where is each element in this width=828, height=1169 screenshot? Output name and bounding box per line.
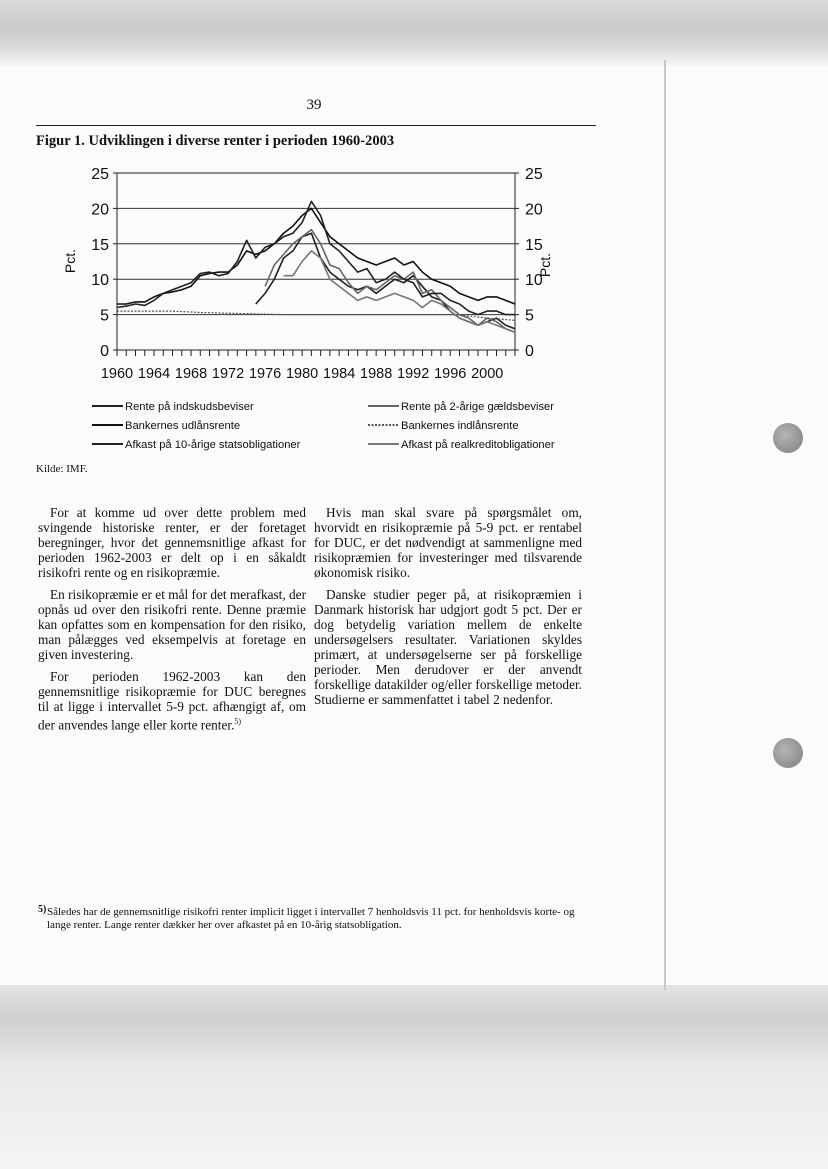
page-number: 39	[306, 97, 322, 113]
y-tick-label-left: 0	[100, 343, 109, 360]
paragraph-text: For perioden 1962-2003 kan den gennemsnitlige risikopræmie for DUC beregnes til at ligge i intervallet 5-9 pct. afhængigt af, om der anvendes lange eller korte renter.	[38, 669, 306, 733]
y-tick-label-right: 20	[525, 201, 543, 219]
x-tick-label: 2000	[471, 366, 504, 382]
paragraph: Hvis man skal svare på spørgsmålet om, hvorvidt en risikopræmie på 5-9 pct. er rentabel for DUC, er det nødvendigt at sammenligne med risikopræmien for investeringer med tilsvarende økonomisk risiko.	[314, 505, 582, 580]
legend-label: Rente på indskudsbeviser	[125, 401, 254, 413]
scan-shadow-bottom	[0, 985, 828, 1169]
paragraph	[38, 669, 306, 732]
scan-shadow-top	[0, 0, 828, 66]
y-axis-label-right: Pct.	[537, 252, 553, 278]
x-tick-label: 1992	[397, 366, 430, 382]
footnote-mark: 5)	[38, 904, 47, 915]
x-tick-label: 1976	[248, 366, 282, 382]
body-column-left	[38, 505, 306, 739]
paragraph: Danske studier peger på, at risikopræmien i Danmark historisk har udgjort godt 5 pct. Der er dog betydelig variation mellem de enkelte undersøgelsers resultater. Variationen skyldes primært, at undersøgelserne ser på forskellige perioder. Men derudover er der anvendt forskellige datakilder og/eller forskellige metoder. Studierne er sammenfattet i tabel 2 nedenfor.	[314, 587, 582, 707]
y-tick-label-right: 0	[525, 343, 534, 360]
series-line	[117, 208, 515, 304]
punch-hole-icon	[773, 423, 803, 453]
y-axis-label-left: Pct.	[62, 248, 78, 274]
series-line	[117, 201, 515, 314]
legend-label: Rente på 2-årige gældsbeviser	[401, 401, 554, 413]
footnote-reference: 5)	[234, 717, 242, 726]
figure-title: Figur 1. Udviklingen i diverse renter i perioden 1960-2003	[36, 133, 395, 149]
plot-frame	[117, 173, 515, 350]
punch-hole-icon	[773, 738, 803, 768]
legend-label: Afkast på realkreditobligationer	[401, 439, 555, 451]
x-tick-label: 1972	[211, 366, 245, 382]
y-tick-label-left: 25	[91, 166, 109, 183]
legend-label: Bankernes indlånsrente	[401, 420, 519, 432]
x-tick-label: 1964	[137, 366, 171, 382]
x-tick-label: 1988	[360, 366, 393, 382]
page-edge	[664, 60, 666, 990]
legend-label: Bankernes udlånsrente	[125, 420, 241, 432]
y-tick-label-right: 10	[525, 272, 543, 290]
footnote-text: Således har de gennemsnitlige risikofri renter implicit ligget i intervallet 7 henholdsvis 11 pct. for henholdsvis korte- og lange renter. Lange renter dækker her over afkastet på en 10-årig statsobligation.	[47, 906, 575, 931]
x-tick-label: 1996	[434, 366, 467, 382]
y-tick-label-right: 5	[525, 307, 534, 325]
figure-source: Kilde: IMF.	[36, 463, 88, 475]
y-tick-label-left: 15	[91, 236, 109, 254]
legend-label: Afkast på 10-årige statsobligationer	[125, 439, 301, 451]
x-tick-label: 1980	[285, 366, 319, 382]
y-tick-label-left: 5	[100, 307, 109, 325]
x-tick-label: 1984	[323, 366, 356, 382]
paragraph: En risikopræmie er et mål for det merafkast, der opnås ud over den risikofri rente. Denne præmie kan opfattes som en kompensation for den risiko, man pålægges ved eksempelvis at foretage en given investering.	[38, 587, 306, 662]
y-tick-label-right: 25	[525, 166, 543, 183]
footnote	[38, 906, 598, 932]
body-column-right	[314, 505, 582, 714]
y-tick-label-left: 20	[91, 201, 109, 219]
series-line	[284, 251, 515, 332]
paragraph: For at komme ud over dette problem med svingende historiske renter, er der foretaget beregninger, hvor det gennemsnitlige afkast for perioden 1962-2003 er delt op i en såkaldt risikofri rente og en risikopræmie.	[38, 505, 306, 580]
y-tick-label-left: 10	[91, 272, 109, 290]
x-tick-label: 1968	[174, 366, 208, 382]
y-tick-label-right: 15	[525, 236, 543, 254]
header-rule	[36, 125, 596, 126]
interest-rate-chart	[60, 165, 580, 460]
x-tick-label: 1960	[100, 366, 134, 382]
